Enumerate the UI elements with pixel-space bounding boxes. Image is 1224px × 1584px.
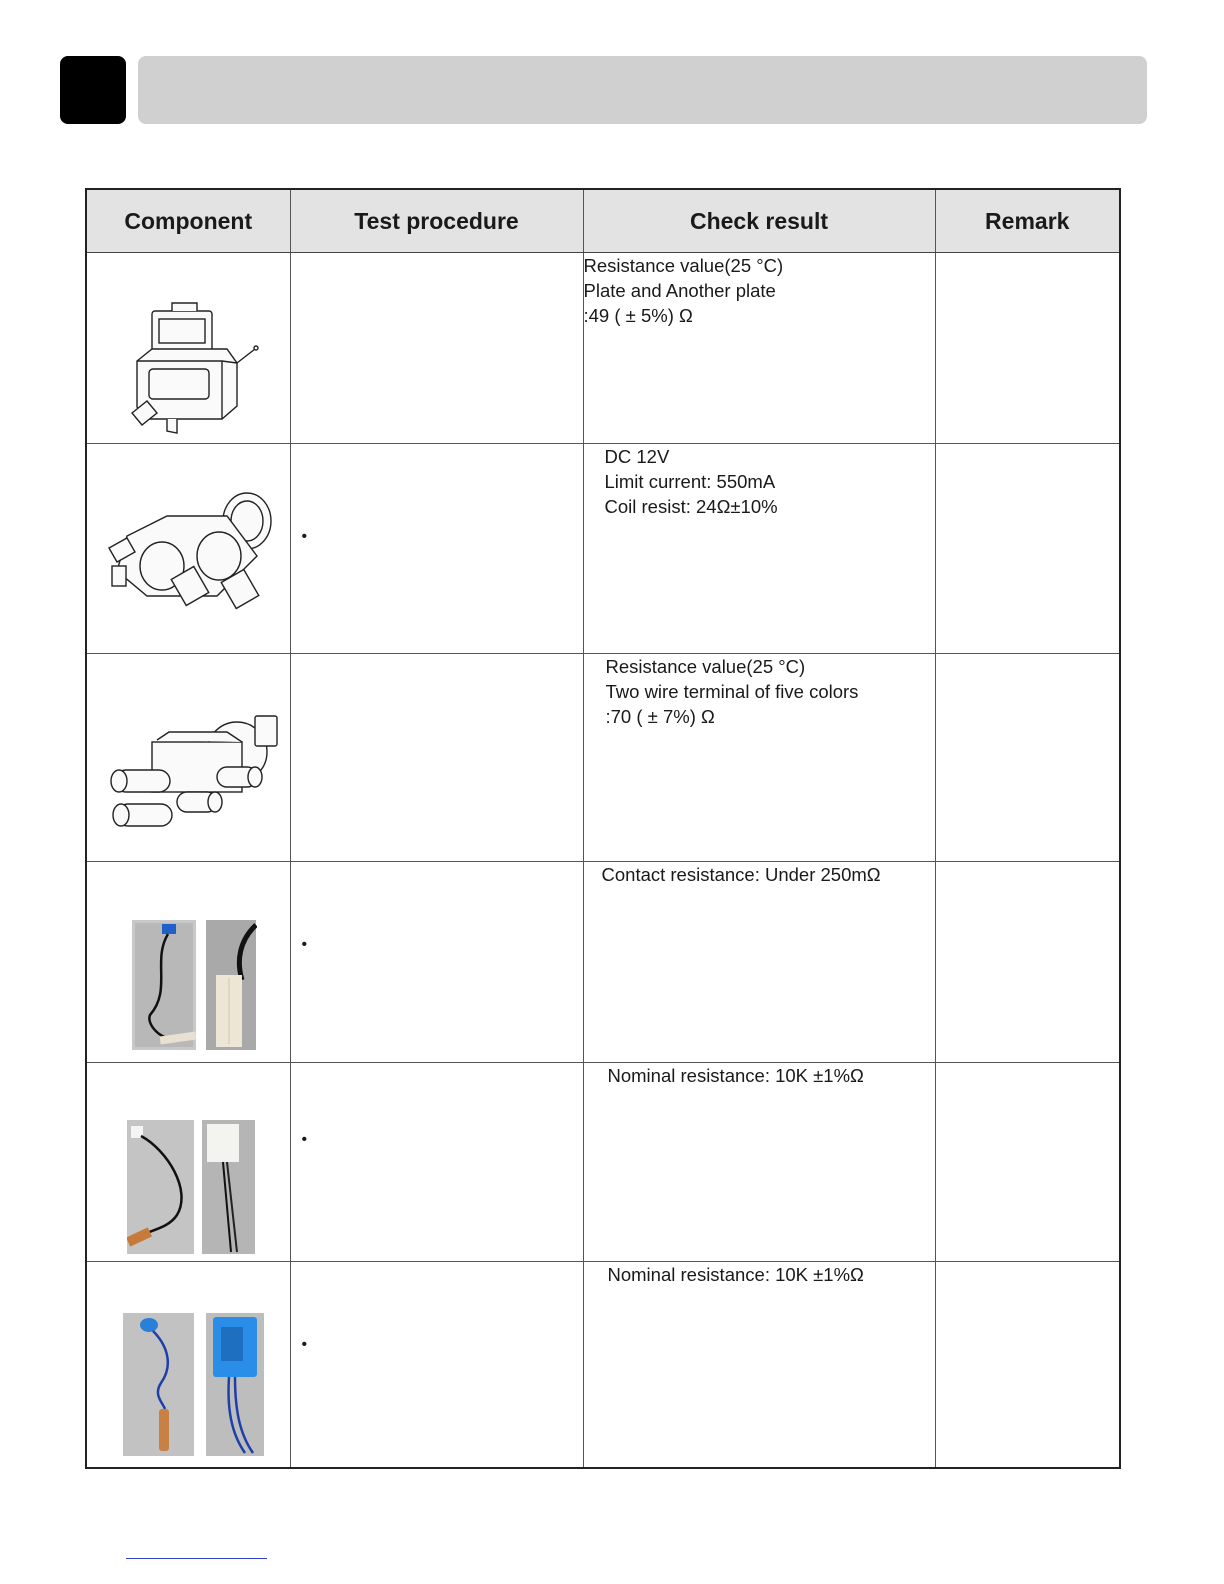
check-line: :49 ( ± 5%) Ω [583,305,693,326]
check-line: Two wire terminal of five colors [605,681,859,702]
table-row [86,862,1120,1063]
check-result-cell [583,862,935,1063]
header-test-procedure: Test procedure [290,189,583,253]
check-result-cell [583,654,935,862]
heater-unit-image [127,301,267,441]
water-valve-image [107,486,282,616]
bullet: • [301,1336,308,1353]
header-remark: Remark [935,189,1120,253]
bullet: • [301,936,308,953]
table-header-row [86,189,1120,253]
remark-cell [935,1262,1120,1468]
check-line: Contact resistance: Under 250mΩ [601,864,881,885]
check-line: Resistance value(25 °C) [583,255,784,276]
remark-cell [935,1063,1120,1262]
procedure-cell [290,1262,583,1468]
check-result-cell [583,253,935,444]
check-line: Plate and Another plate [583,280,776,301]
component-cell [86,444,290,654]
procedure-cell [290,654,583,862]
check-line: Limit current: 550mA [604,471,776,492]
table-row [86,654,1120,862]
procedure-cell [290,1063,583,1262]
check-line: :70 ( ± 7%) Ω [605,706,715,727]
table-row [86,253,1120,444]
component-cell [86,862,290,1063]
thermistor-photo [127,1120,257,1255]
diverter-valve-image [107,712,282,837]
check-line: Coil resist: 24Ω±10% [604,496,778,517]
header-check-result: Check result [583,189,935,253]
bullet: • [301,1131,308,1148]
chapter-title-bar [138,56,1147,124]
remark-cell [935,253,1120,444]
check-line: Nominal resistance: 10K ±1%Ω [607,1264,864,1285]
check-result-cell [583,444,935,654]
component-cell [86,253,290,444]
remark-cell [935,444,1120,654]
remark-cell [935,654,1120,862]
footer-link-underline[interactable] [126,1558,267,1559]
component-cell [86,654,290,862]
bullet: • [301,528,308,545]
chapter-number-block [60,56,126,124]
check-line: Resistance value(25 °C) [605,656,806,677]
component-cell [86,1063,290,1262]
header-component: Component [86,189,290,253]
table-row [86,444,1120,654]
check-result-cell [583,1063,935,1262]
table-row [86,1063,1120,1262]
reed-switch-photo [132,920,257,1052]
component-cell [86,1262,290,1468]
component-test-table [85,188,1121,1469]
remark-cell [935,862,1120,1063]
procedure-cell [290,862,583,1063]
table-row [86,1262,1120,1468]
procedure-cell [290,444,583,654]
check-line: DC 12V [604,446,670,467]
check-result-cell [583,1262,935,1468]
check-line: Nominal resistance: 10K ±1%Ω [607,1065,864,1086]
thermistor-blue-photo [123,1313,265,1458]
procedure-cell [290,253,583,444]
